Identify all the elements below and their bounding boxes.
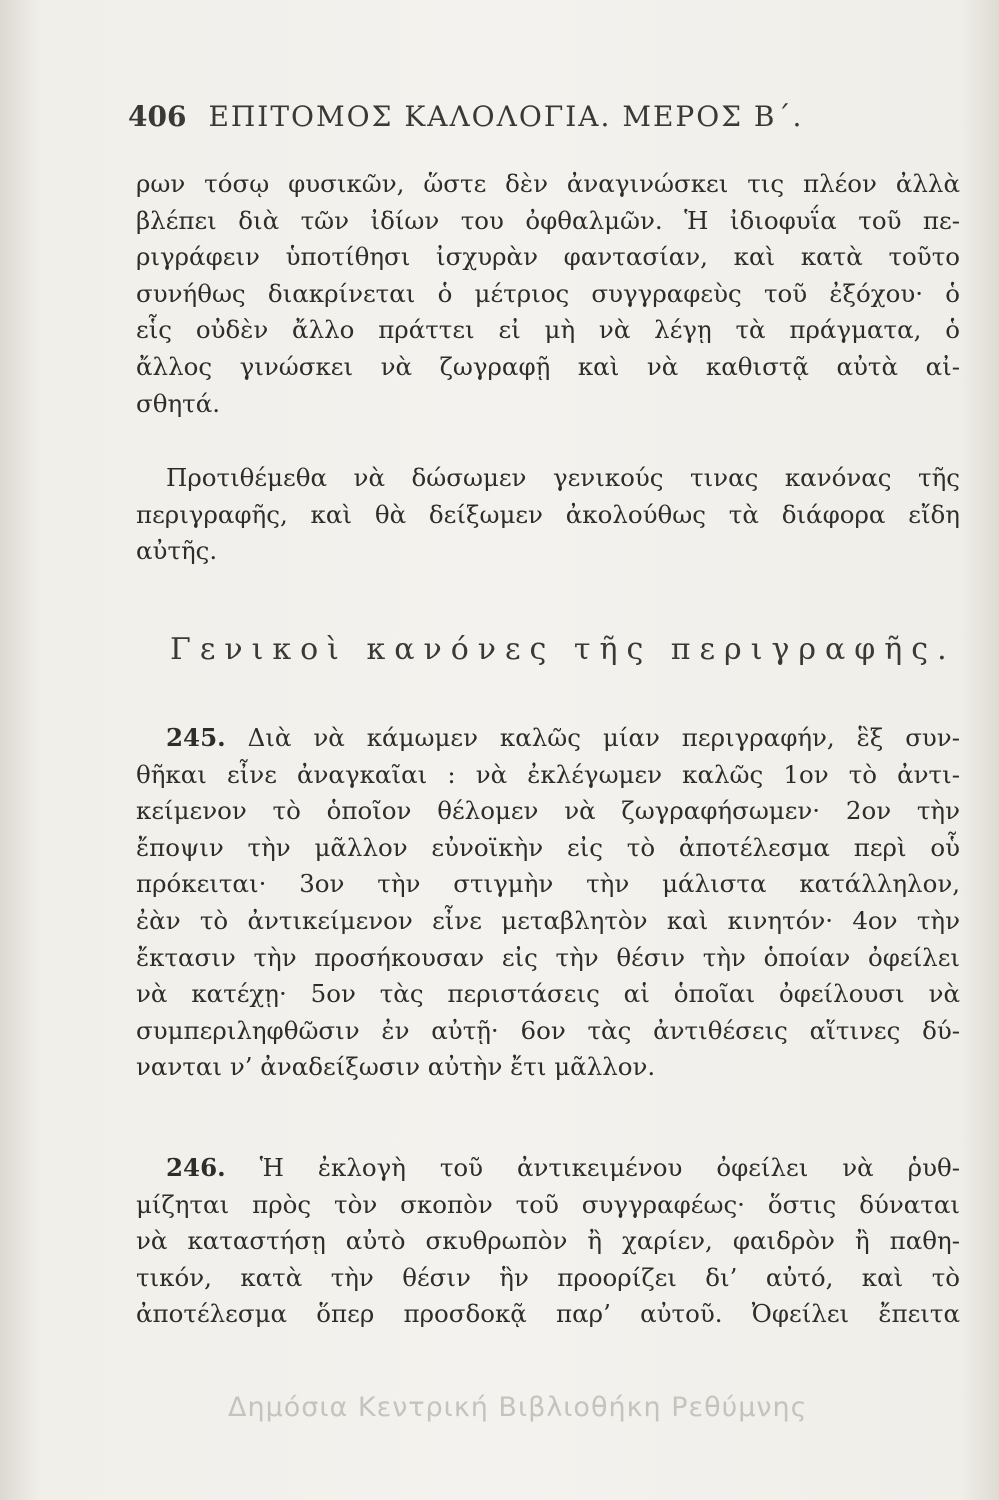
text-line: εἷς οὐδὲν ἄλλο πράττει εἰ μὴ νὰ λέγῃ τὰ πράγματα, ὁ bbox=[136, 315, 960, 345]
library-watermark: Δημόσια Κεντρική Βιβλιοθήκη Ρεθύμνης bbox=[228, 1392, 808, 1423]
page-number: 406 bbox=[128, 100, 187, 133]
text-line: συνήθως διακρίνεται ὁ μέτριος συγγραφεὺς τοῦ ἐξόχου· ὁ bbox=[136, 278, 960, 308]
paragraph-number: 246. bbox=[166, 1153, 226, 1182]
text-line: ἄλλος γινώσκει νὰ ζωγραφῇ καὶ νὰ καθιστᾷ αὐτὰ αἰ- bbox=[136, 351, 960, 381]
text-line: συμπεριληφθῶσιν ἐν αὐτῇ· 6ον τὰς ἀντιθέσεις αἵτινες δύ- bbox=[136, 1015, 960, 1045]
paragraph-246 bbox=[136, 1150, 960, 1333]
text-line: νὰ κατέχῃ· 5ον τὰς περιστάσεις αἱ ὁποῖαι ὀφείλουσι νὰ bbox=[136, 979, 960, 1009]
text-line: Προτιθέμεθα νὰ δώσωμεν γενικούς τινας κανόνας τῆς bbox=[166, 463, 960, 492]
paragraph-245 bbox=[136, 720, 960, 1086]
text-line: νανται ν’ ἀναδείξωσιν αὐτὴν ἔτι μᾶλλον. bbox=[136, 1052, 656, 1082]
section-heading: Γενικοὶ κανόνες τῆς περιγραφῆς. bbox=[170, 632, 956, 667]
text-line: ριγράφειν ὑποτίθησι ἰσχυρὰν φαντασίαν, καὶ κατὰ τοῦτο bbox=[136, 242, 960, 272]
line-text: Ἡ ἐκλογὴ τοῦ ἀντικειμένου ὀφείλει νὰ ῥυθ- bbox=[259, 1153, 960, 1182]
text-line bbox=[136, 1150, 960, 1187]
text-line: ἔποψιν τὴν μᾶλλον εὐνοϊκὴν εἰς τὸ ἀποτέλεσμα περὶ οὗ bbox=[136, 832, 960, 862]
line-text: Διὰ νὰ κάμωμεν καλῶς μίαν περιγραφήν, ἓξ συν- bbox=[247, 723, 960, 752]
text-line: ἔκτασιν τὴν προσήκουσαν εἰς τὴν θέσιν τὴν ὁποίαν ὀφείλει bbox=[136, 942, 960, 972]
running-header bbox=[128, 100, 958, 133]
paragraph-number: 245. bbox=[166, 723, 226, 752]
text-line: πρόκειται· 3ον τὴν στιγμὴν τὴν μάλιστα κατάλληλον, bbox=[136, 869, 960, 899]
text-line: σθητά. bbox=[136, 388, 221, 418]
text-line: αὐτῆς. bbox=[136, 536, 218, 566]
text-line: βλέπει διὰ τῶν ἰδίων του ὀφθαλμῶν. Ἡ ἰδιοφυΐα τοῦ πε- bbox=[136, 205, 960, 235]
text-line: τικόν, κατὰ τὴν θέσιν ἣν προορίζει δι’ αὐτό, καὶ τὸ bbox=[136, 1262, 960, 1292]
text-line: κείμενον τὸ ὁποῖον θέλομεν νὰ ζωγραφήσωμεν· 2ον τὴν bbox=[136, 796, 960, 826]
text-line: μίζηται πρὸς τὸν σκοπὸν τοῦ συγγραφέως· ὅστις δύναται bbox=[136, 1189, 960, 1219]
text-line: θῆκαι εἶνε ἀναγκαῖαι : νὰ ἐκλέγωμεν καλῶς 1ον τὸ ἀντι- bbox=[136, 759, 960, 789]
running-title: ΕΠΙΤΟΜΟΣ ΚΑΛΟΛΟΓΙΑ. ΜΕΡΟΣ Β΄. bbox=[208, 100, 804, 133]
paragraph-intro bbox=[136, 460, 960, 570]
text-line: περιγραφῆς, καὶ θὰ δείξωμεν ἀκολούθως τὰ διάφορα εἴδη bbox=[136, 499, 960, 529]
text-line: ἐὰν τὸ ἀντικείμενον εἶνε μεταβλητὸν καὶ κινητόν· 4ον τὴν bbox=[136, 905, 960, 935]
text-line: ρων τόσῳ φυσικῶν, ὥστε δὲν ἀναγινώσκει τις πλέον ἀλλὰ bbox=[136, 169, 960, 198]
text-line bbox=[136, 720, 960, 757]
paragraph-continued bbox=[136, 166, 960, 422]
text-line: ἀποτέλεσμα ὅπερ προσδοκᾷ παρ’ αὐτοῦ. Ὀφείλει ἔπειτα bbox=[136, 1299, 960, 1329]
text-line: νὰ καταστήσῃ αὐτὸ σκυθρωπὸν ἢ χαρίεν, φαιδρὸν ἢ παθη- bbox=[136, 1226, 960, 1256]
